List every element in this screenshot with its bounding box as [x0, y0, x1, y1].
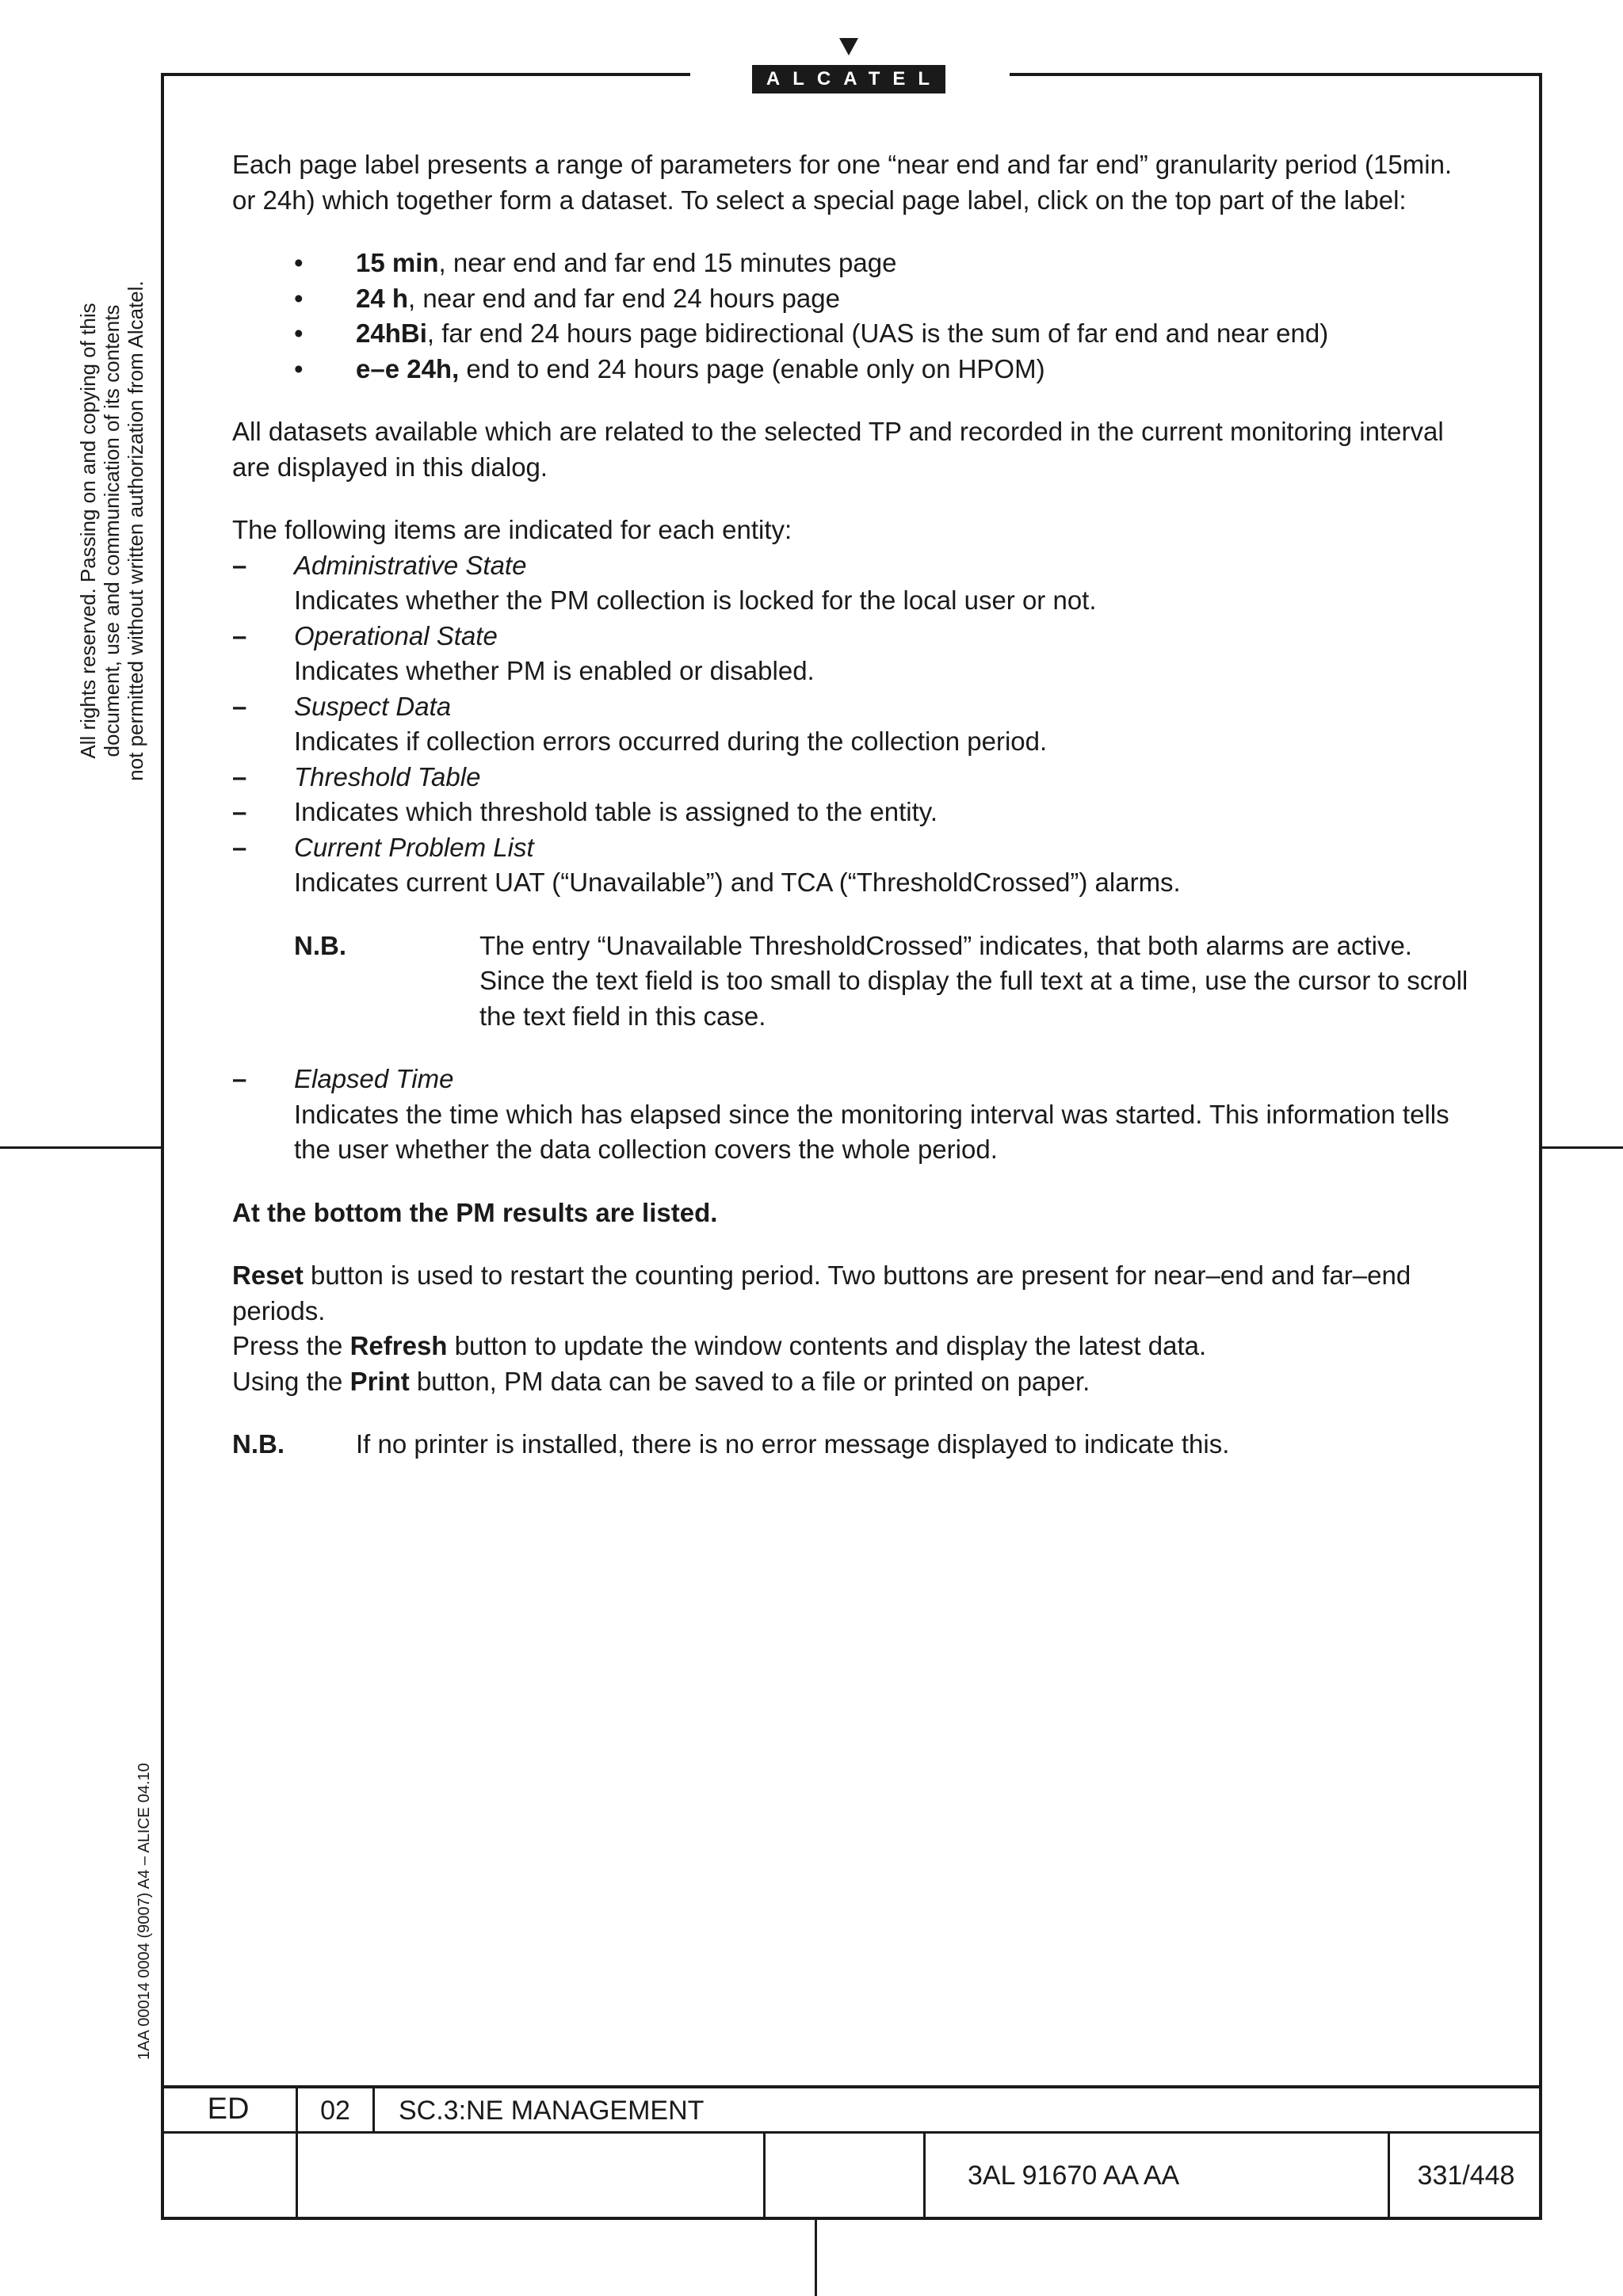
item-desc: Indicates current UAT (“Unavailable”) and TCA (“ThresholdCrossed”) alarms.: [294, 868, 1181, 897]
print-term: Print: [349, 1366, 410, 1396]
list-item: [232, 316, 1476, 352]
page-label-list: [232, 246, 1476, 387]
refresh-term: Refresh: [349, 1331, 448, 1360]
crop-mark-bottom: [815, 2220, 817, 2296]
reset-line: [232, 1258, 1476, 1329]
buttons-paragraph: [232, 1258, 1476, 1399]
item-administrative-state: [232, 548, 1476, 619]
nb-label: N.B.: [294, 930, 346, 960]
copyright-line-2: document, use and communication of its contents: [100, 304, 124, 757]
results-heading: [232, 1196, 1476, 1231]
bullet-term: 15 min: [356, 248, 439, 277]
crop-mark-right: [1542, 1146, 1623, 1149]
logo-triangle-icon: [839, 38, 858, 55]
bullet-text: end to end 24 hours page (enable only on HPOM): [459, 353, 1045, 383]
frame-top-right: [1010, 73, 1542, 76]
dash-marker: –: [232, 1064, 247, 1093]
bullet-term: 24hBi: [356, 318, 427, 348]
dash-marker: –: [232, 691, 247, 721]
item-term: Elapsed Time: [294, 1064, 454, 1093]
bullet-text: , near end and far end 24 hours page: [408, 283, 840, 313]
dash-marker: –: [232, 797, 247, 826]
copyright-note: [76, 261, 147, 800]
nb-text: If no printer is installed, there is no error message displayed to indicate this.: [356, 1429, 1230, 1459]
nb-unavailable-note: [294, 929, 1476, 1035]
logo-text: ALCATEL: [752, 65, 945, 93]
bullet-term: 24 h: [356, 283, 409, 313]
refresh-pre: Press the: [232, 1331, 350, 1360]
item-current-problem-list: [232, 830, 1476, 901]
bullet-text: , far end 24 hours page bidirectional (UAS is the sum of far end and near end): [426, 318, 1329, 348]
print-text: button, PM data can be saved to a file or printed on paper.: [409, 1366, 1090, 1396]
item-threshold-table-desc: [232, 795, 1476, 830]
footer-table: [161, 2085, 1542, 2220]
section-title: SC.3:NE MANAGEMENT: [399, 2095, 705, 2126]
reset-text: button is used to restart the counting period. Two buttons are present for near–end and far–end periods.: [232, 1261, 1411, 1325]
page-body: [232, 147, 1476, 1463]
footer-bottom-line: [161, 2217, 1542, 2220]
page-number: 331/448: [1417, 2160, 1515, 2191]
dash-marker: –: [232, 761, 247, 791]
bullet-term: e–e 24h,: [356, 353, 460, 383]
footer-divider-2: [372, 2085, 375, 2134]
item-threshold-table: [232, 760, 1476, 795]
frame-left: [161, 73, 164, 2220]
copyright-line-3: not permitted without written authorization from Alcatel.: [124, 280, 147, 781]
bullet-icon: •: [294, 283, 304, 313]
item-desc: Indicates which threshold table is assigned to the entity.: [294, 797, 938, 826]
alcatel-logo: [752, 38, 945, 95]
doc-code-note: 1AA 00014 0004 (9007) A4 – ALICE 04.10: [136, 1763, 153, 2060]
copyright-line-1: All rights reserved. Passing on and copying of this: [76, 303, 100, 759]
intro-paragraph: Each page label presents a range of parameters for one “near end and far end” granularity period (15min. or 24h) which together form a dataset. To select a special page label, click on the top part of the label:: [232, 150, 1453, 215]
item-desc: Indicates whether the PM collection is locked for the local user or not.: [294, 585, 1097, 615]
doc-number: 3AL 91670 AA AA: [968, 2160, 1180, 2191]
footer-divider-3: [763, 2131, 766, 2220]
nb-text: The entry “Unavailable ThresholdCrossed” indicates, that both alarms are active. Since the text field is too small to display the full text at a time, use the cursor to scroll the text field in this case.: [479, 930, 1468, 1031]
items-intro: The following items are indicated for each entity:: [232, 515, 792, 544]
footer-divider-4: [923, 2131, 926, 2220]
item-desc: Indicates the time which has elapsed since the monitoring interval was started. This information tells the user whether the data collection covers the whole period.: [294, 1099, 1449, 1164]
item-term: Current Problem List: [294, 832, 534, 862]
bullet-text: , near end and far end 15 minutes page: [438, 248, 897, 277]
dash-marker: –: [232, 550, 247, 580]
refresh-text: button to update the window contents and display the latest data.: [447, 1331, 1207, 1360]
dash-marker: –: [232, 832, 247, 862]
item-term: Administrative State: [294, 550, 527, 580]
item-operational-state: [232, 619, 1476, 689]
ed-label: ED: [207, 2092, 250, 2126]
item-term: Suspect Data: [294, 691, 452, 721]
refresh-line: [232, 1329, 1476, 1364]
item-desc: Indicates whether PM is enabled or disabled.: [294, 656, 815, 685]
list-item: [232, 246, 1476, 281]
print-line: [232, 1364, 1476, 1400]
bullet-icon: •: [294, 248, 304, 277]
list-item: [232, 281, 1476, 317]
item-suspect-data: [232, 689, 1476, 760]
nb-printer-note: [232, 1427, 1476, 1463]
print-pre: Using the: [232, 1366, 350, 1396]
datasets-paragraph: All datasets available which are related to the selected TP and recorded in the current monitoring interval are displayed in this dialog.: [232, 417, 1444, 482]
dash-marker: –: [232, 620, 247, 650]
item-desc: Indicates if collection errors occurred during the collection period.: [294, 727, 1048, 756]
bullet-icon: •: [294, 353, 304, 383]
crop-mark-left: [0, 1146, 161, 1149]
bullet-icon: •: [294, 318, 304, 348]
list-item: [232, 352, 1476, 387]
frame-top-left: [161, 73, 690, 76]
item-term: Operational State: [294, 620, 498, 650]
item-term: Threshold Table: [294, 761, 481, 791]
item-elapsed-time: [232, 1062, 1476, 1168]
ed-value: 02: [320, 2095, 350, 2126]
reset-term: Reset: [232, 1261, 304, 1290]
results-text: At the bottom the PM results are listed.: [232, 1197, 718, 1227]
nb-label: N.B.: [232, 1429, 285, 1459]
